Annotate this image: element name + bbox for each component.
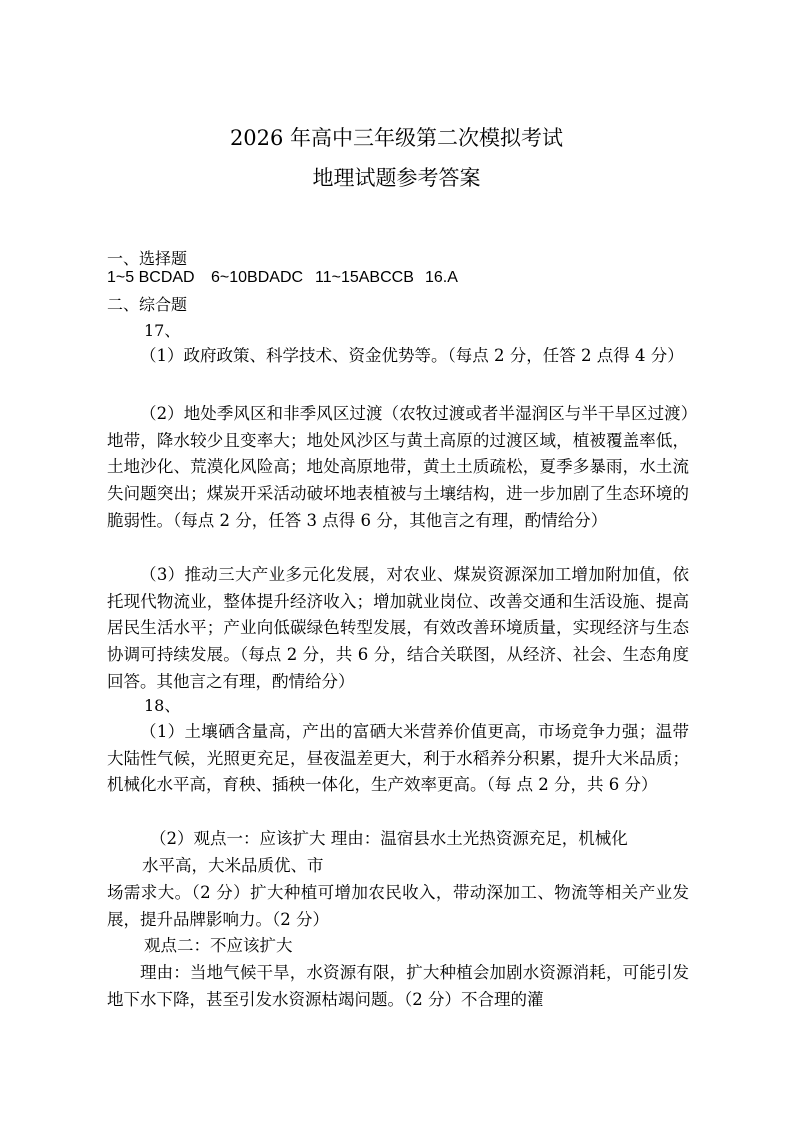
answer-group-1-5: 1~5 BCDAD xyxy=(107,269,195,286)
q18-answer-2-line2: 水平高，大米品质优、市 xyxy=(142,856,324,875)
q18-answer-1: （1）土壤硒含量高，产出的富硒大米营养价值更高，市场竞争力强；温带大陆性气候，光照更充足，昼夜温差更大，利于水稻养分积累，提升大米品质；机械化水平高，育秧、插秧一体化，生产效率更高。（每 点 2 分，共 6 分） xyxy=(107,722,689,795)
q18-answer-2-rest: 场需求大。（2 分）扩大种植可增加农民收入，带动深加工、物流等相关产业发展，提升品牌影响力。（2 分） xyxy=(107,883,689,929)
q17-answer-3: （3）推动三大产业多元化发展，对农业、煤炭资源深加工增加附加值，依托现代物流业，整体提升经济收入；增加就业岗位、改善交通和生活设施、提高居民生活水平；产业向低碳绿色转型发展，有效改善环境质量，实现经济与生态协调可持续发展。（每点 2 分，共 6 分，结合关联图，从经济、社会、生态角度回答。其他言之有理，酌情给分） xyxy=(107,565,689,691)
exam-title: 2026 年高中三年级第二次模拟考试 xyxy=(229,126,564,150)
q18-view-2-reason: 理由：当地气候干旱，水资源有限，扩大种植会加剧水资源消耗，可能引发地下水下降，甚至引发水资源枯竭问题。（2 分）不合理的灌 xyxy=(107,963,689,1009)
q18-answer-2-line1: （2）观点一：应该扩大 理由：温宿县水土光热资源充足，机械化 xyxy=(150,829,628,848)
answer-group-6-10: 6~10BDADC xyxy=(211,269,304,286)
q17-answer-2: （2）地处季风区和非季风区过渡（农牧过渡或者半湿润区与半干旱区过渡）地带，降水较少且变率大；地处风沙区与黄土高原的过渡区域，植被覆盖率低，土地沙化、荒漠化风险高；地处高原地带，黄土土质疏松，夏季多暴雨，水土流失问题突出；煤炭开采活动破坏地表植被与土壤结构，进一步加剧了生态环境的脆弱性。（每点 2 分，任答 3 点得 6 分，其他言之有理，酌情给分） xyxy=(107,404,689,530)
q18-view-2: 观点二：不应该扩大 xyxy=(144,936,293,955)
section-heading-choice: 一、选择题 xyxy=(107,249,188,268)
answer-16: 16.A xyxy=(425,269,458,286)
q17-answer-1: （1）政府政策、科学技术、资金优势等。（每点 2 分，任答 2 点得 4 分） xyxy=(140,346,684,365)
question-17-label: 17、 xyxy=(144,321,181,340)
exam-subtitle: 地理试题参考答案 xyxy=(312,166,481,190)
question-18-label: 18、 xyxy=(144,696,181,715)
choice-answers xyxy=(107,265,458,291)
section-heading-comprehensive: 二、综合题 xyxy=(107,295,188,314)
answer-group-11-15: 11~15ABCCB xyxy=(315,269,414,286)
